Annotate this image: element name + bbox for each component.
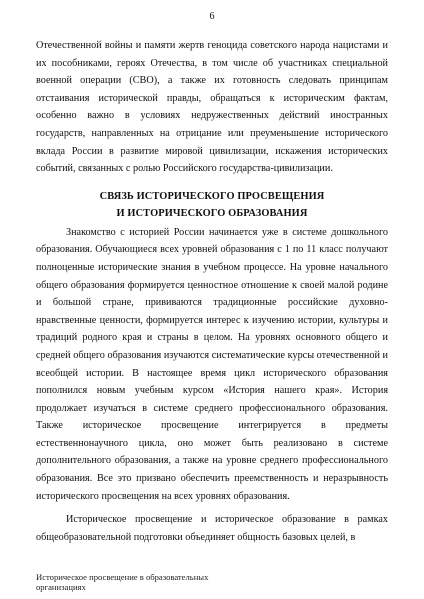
page-footer [36,572,236,592]
section-heading-line-2: И ИСТОРИЧЕСКОГО ОБРАЗОВАНИЯ [116,207,308,219]
page-number: 6 [209,11,215,22]
paragraph-last: Историческое просвещение и историческое образование в рамках общеобразовательной подготовки объединяет общность базовых целей, в [36,514,388,543]
footer-line-1: Историческое просвещение в образовательных [36,572,209,582]
paragraph-continuation: Отечественной войны и памяти жертв геноцида советского народа нацистами и их пособниками, героях Отечества, в том числе об участниках специальной военной операции (СВО), а также их готовность следовать принципам отстаивания исторической правды, обращаться к историческим фактам, особенно важно в условиях недружественных действий иностранных государств, направленных на отрицание или преуменьшение исторического вклада России в развитие мировой цивилизации, искажения исторических событий, связанных с ролью Российского государства-цивилизации. [36,40,388,175]
footer-line-2: организациях [36,582,86,592]
page-content [36,37,388,546]
section-heading [36,188,388,222]
spacer [36,178,388,188]
section-heading-line-1: СВЯЗЬ ИСТОРИЧЕСКОГО ПРОСВЕЩЕНИЯ [99,190,325,202]
paragraph-section-body: Знакомство с историей России начинается уже в системе дошкольного образования. Обучающиеся всех уровней образования с 1 по 11 класс получают полноценные исторические знания в учебном процессе. На уровне начального общего образования формируется ценностное отношение к своей малой родине и большой стране, прививаются традиционные российские духовно-нравственные ценности, формируется интерес к изучению истории, культуры и традиций родного края и страны в целом. На уровнях основного общего и средней общего образования изучаются систематические курсы отечественной и всеобщей истории. В настоящее время цикл исторического образования пополнился новым учебным курсом «История нашего края». История продолжает изучаться в системе среднего профессионального образования. Также историческое просвещение интегрируется в предметы естественнонаучного цикла, оно может быть реализовано в системе дополнительного образования, а также на уровне среднего профессионального образования. Все это призвано обеспечить преемственность и неразрывность исторического просвещения на всех уровнях образования. [36,226,388,502]
